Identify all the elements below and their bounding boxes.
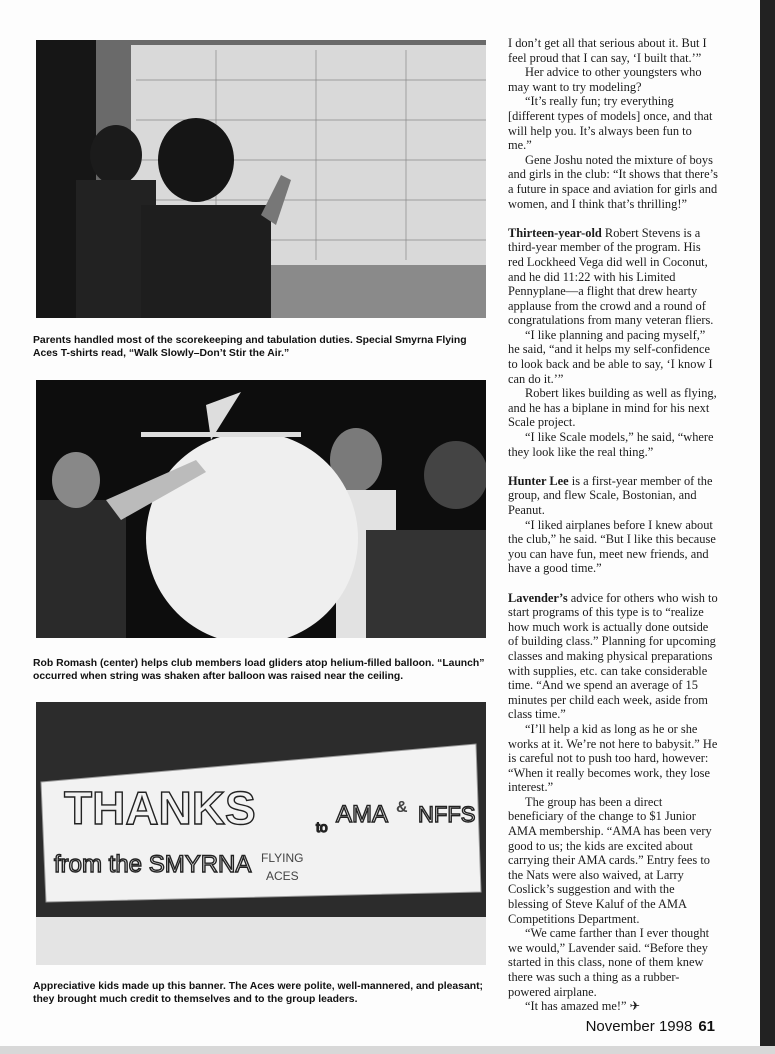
paragraph-lead-in: Lavender’s <box>508 590 568 605</box>
scan-edge <box>0 1046 775 1054</box>
article-paragraph <box>508 36 718 65</box>
article-paragraph <box>508 591 718 722</box>
article-column <box>508 36 718 1014</box>
photo-caption: Appreciative kids made up this banner. The Aces were polite, well-mannered, and pleasant; they brought much credit to themselves and to the group leaders. <box>33 981 484 1005</box>
paragraph-text: “I like planning and pacing myself,” he said, “and it helps my self-confidence to look back and be able to say, ‘I know I can do it.’” <box>508 327 713 386</box>
photo-balloon <box>36 380 486 638</box>
article-paragraph <box>508 386 718 430</box>
paragraph-text: Robert Stevens is a third-year member of the program. His red Lockheed Vega did well in Coconut, and he did 11:22 with his Limited Pennyplane—a flight that drew hearty applause from the crowd and a round of congratulations from many veteran fliers. <box>508 225 714 328</box>
paragraph-text: Her advice to other youngsters who may want to try modeling? <box>508 65 702 94</box>
paragraph-text: is a first-year member of the group, and flew Scale, Bostonian, and Peanut. <box>508 473 713 517</box>
banner-ama: AMA <box>336 801 389 828</box>
photo-caption: Rob Romash (center) helps club members load gliders atop helium-filled balloon. “Launch” occurred when string was shaken after balloon was raised near the ceiling. <box>33 658 485 682</box>
paragraph-text: “I’ll help a kid as long as he or she works at it. We’re not here to babysit.” He is careful not to push too hard, however: “When it really becomes work, they lose interest.” <box>508 721 718 795</box>
paragraph-text: Robert likes building as well as flying, and he has a biplane in mind for his next Scale project. <box>508 386 717 430</box>
article-paragraph <box>508 518 718 576</box>
paragraph-text: “We came farther than I ever thought we would,” Lavender said. “Before they started in this class, none of them knew there was such a thing as a rubber-powered airplane. <box>508 926 710 999</box>
paragraph-lead-in: Thirteen-year-old <box>508 225 602 240</box>
banner-flying: FLYING <box>261 851 304 865</box>
paragraph-text: “It has amazed me!” ✈ <box>525 999 640 1014</box>
banner-ampersand: & <box>396 799 408 816</box>
paragraph-text: I don’t get all that serious about it. But I feel proud that I can say, ‘I built that.’” <box>508 36 707 65</box>
page-footer <box>586 1018 715 1035</box>
banner-from: from the SMYRNA <box>54 851 252 878</box>
photo-banner <box>36 702 486 965</box>
photo-caption: Parents handled most of the scorekeeping and tabulation duties. Special Smyrna Flying Aces T-shirts read, “Walk Slowly–Don’t Stir the Air.” <box>33 335 467 359</box>
paragraph-text: “I liked airplanes before I knew about the club,” he said. “But I like this because you can have fun, meet new friends, and have a good time.” <box>508 517 716 576</box>
photo-scorekeeping <box>36 40 486 318</box>
page-number: 61 <box>698 1018 715 1035</box>
article-paragraph <box>508 94 718 152</box>
paragraph-text: “It’s really fun; try everything [different types of models] once, and that will help you. It’s always been fun to me.” <box>508 94 713 153</box>
article-paragraph <box>508 226 718 328</box>
paragraph-text: “I like Scale models,” he said, “where they look like the real thing.” <box>508 430 714 459</box>
banner-thanks: THANKS <box>64 782 256 834</box>
paragraph-text: advice for others who wish to start programs of this type is to “realize how much work is actually done outside of building class.” Planning for upcoming classes and making physical preparations with supplies, etc. can take considerable time. “And we spend an average of 15 minutes per child each week, aside from class time.” <box>508 590 718 722</box>
article-paragraph <box>508 795 718 926</box>
issue-date: November 1998 <box>585 1018 693 1035</box>
article-paragraph <box>508 430 718 459</box>
paragraph-text: The group has been a direct beneficiary of the change to $1 Junior AMA membership. “AMA has been very good to us; the kids are excited about carrying their AMA cards.” Entry fees to the Nats were also waived, at Larry Coslick’s suggestion and with the blessing of Steve Kaluf of the AMA Competitions Department. <box>508 794 712 926</box>
paragraph-text: Gene Joshu noted the mixture of boys and girls in the club: “It shows that there’s a future in space and aviation for girls and women, and I think that’s thrilling!” <box>508 152 718 211</box>
article-paragraph <box>508 999 718 1014</box>
banner-nffs: NFFS <box>418 802 476 827</box>
banner-aces: ACES <box>266 869 299 883</box>
article-paragraph <box>508 328 718 386</box>
article-paragraph <box>508 474 718 518</box>
article-paragraph <box>508 926 718 999</box>
scan-edge <box>760 0 775 1054</box>
article-paragraph <box>508 153 718 211</box>
paragraph-lead-in: Hunter Lee <box>508 473 569 488</box>
article-paragraph <box>508 65 718 94</box>
banner-to: to <box>316 819 328 835</box>
article-paragraph <box>508 722 718 795</box>
